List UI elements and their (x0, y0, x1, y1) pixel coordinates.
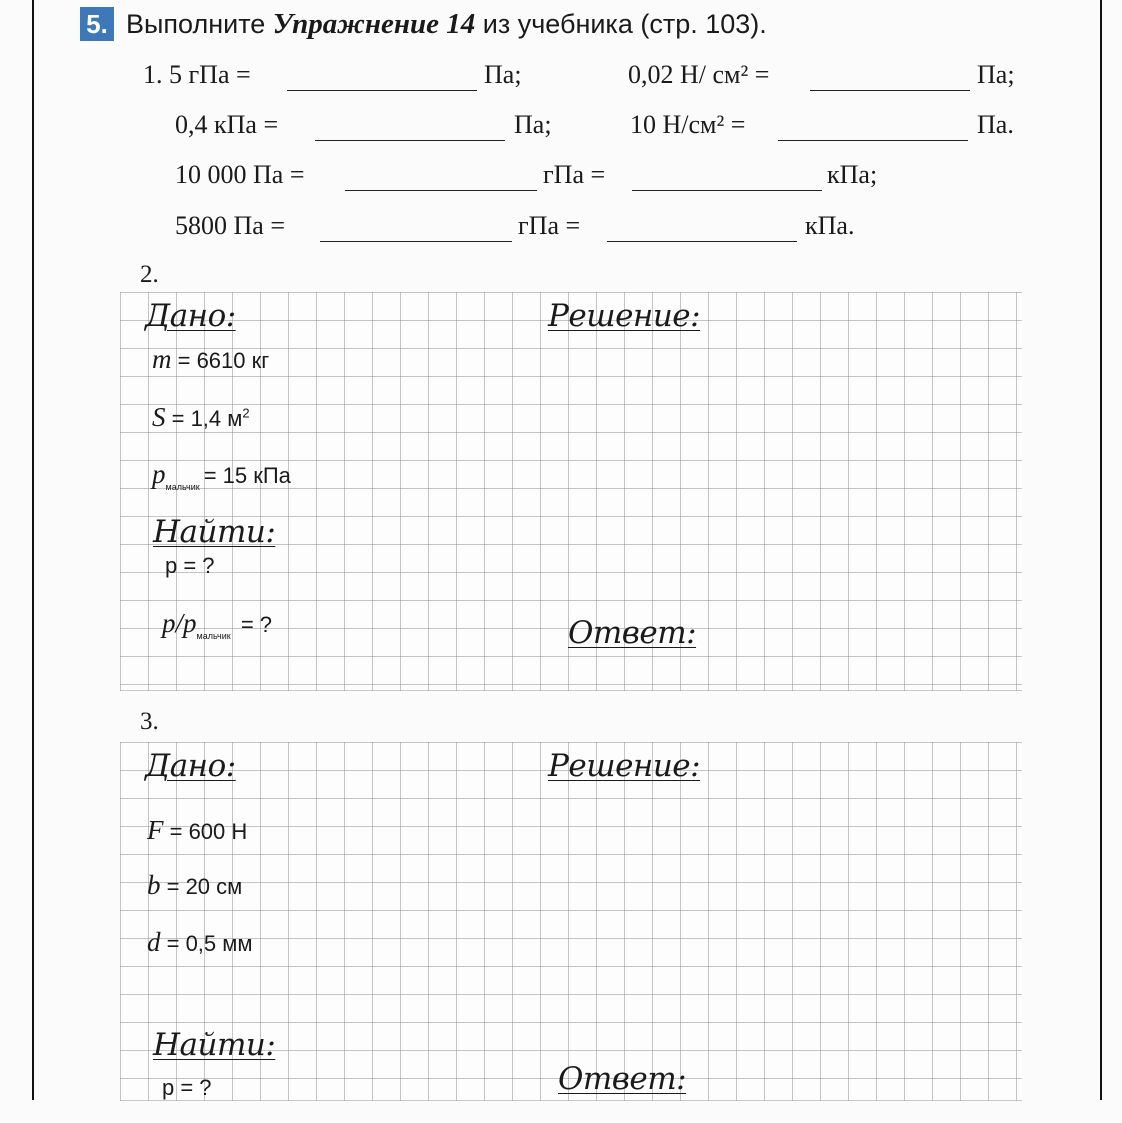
t1-row2-right: 10 Н/см² = (630, 110, 746, 139)
t1-row2-blank-b[interactable] (778, 140, 968, 141)
t1-row1-left: 1. 5 гПа = (143, 60, 251, 89)
task2-given-mass: m = 6610 кг (152, 344, 270, 374)
task3-answer-label: Ответ: (558, 1061, 687, 1097)
assignment-title: Выполните Упражнение 14 из учебника (стр. 103). (126, 7, 767, 40)
task2-given-area: S = 1,4 $м^2$ (152, 402, 250, 432)
t1-row1-unit-a: Па; (484, 60, 522, 89)
task2-number: 2. (140, 261, 159, 288)
task2-given-boy-pressure: $p_{мальчик} = 15$ кПа (152, 459, 291, 492)
t1-row4-left: 5800 Па = (175, 211, 285, 240)
task3-solution-label: Решение: (548, 748, 701, 784)
task3-given-width: b = 20 см (147, 870, 243, 900)
t1-row4-end: кПа. (805, 211, 855, 240)
assignment-number-badge: 5. (80, 7, 114, 41)
t1-row1-unit-b: Па; (977, 60, 1015, 89)
t1-row2-blank-a[interactable] (315, 140, 505, 141)
t1-row2-unit-a: Па; (514, 110, 552, 139)
t1-row3-mid: гПа = (543, 160, 606, 189)
task3-find-pressure: p = ? (162, 1075, 212, 1100)
t1-row2-left: 0,4 кПа = (175, 110, 279, 139)
t1-row3-blank-a[interactable] (345, 190, 537, 191)
task3-given-force: F = 600 Н (147, 815, 248, 845)
task3-number: 3. (140, 708, 159, 735)
t1-row1-right: 0,02 Н/ см² = (628, 60, 770, 89)
t1-row1-blank-b[interactable] (810, 90, 970, 91)
t1-row4-blank-a[interactable] (320, 241, 512, 242)
t1-row4-mid: гПа = (518, 211, 581, 240)
task3-find-label: Найти: (153, 1027, 276, 1063)
t1-row3-end: кПа; (827, 160, 878, 189)
task2-solution-label: Решение: (548, 298, 701, 334)
t1-row1-blank-a[interactable] (287, 90, 477, 91)
page-border-left (32, 0, 34, 1100)
task2-given-label: Дано: (145, 298, 236, 334)
assignment-header (80, 4, 767, 44)
page-border-right (1100, 0, 1102, 1100)
t1-row3-left: 10 000 Па = (175, 160, 305, 189)
task2-answer-label: Ответ: (568, 615, 697, 651)
t1-row3-blank-b[interactable] (632, 190, 822, 191)
task2-find-pressure: p = ? (165, 553, 215, 578)
task3-given-thickness: d = 0,5 мм (147, 927, 253, 957)
t1-row4-blank-b[interactable] (607, 241, 797, 242)
task3-given-label: Дано: (145, 748, 236, 784)
task2-find-ratio: $p/p_{мальчик}$ = ? (162, 608, 273, 641)
task2-find-label: Найти: (153, 514, 276, 550)
t1-row2-unit-b: Па. (977, 110, 1014, 139)
